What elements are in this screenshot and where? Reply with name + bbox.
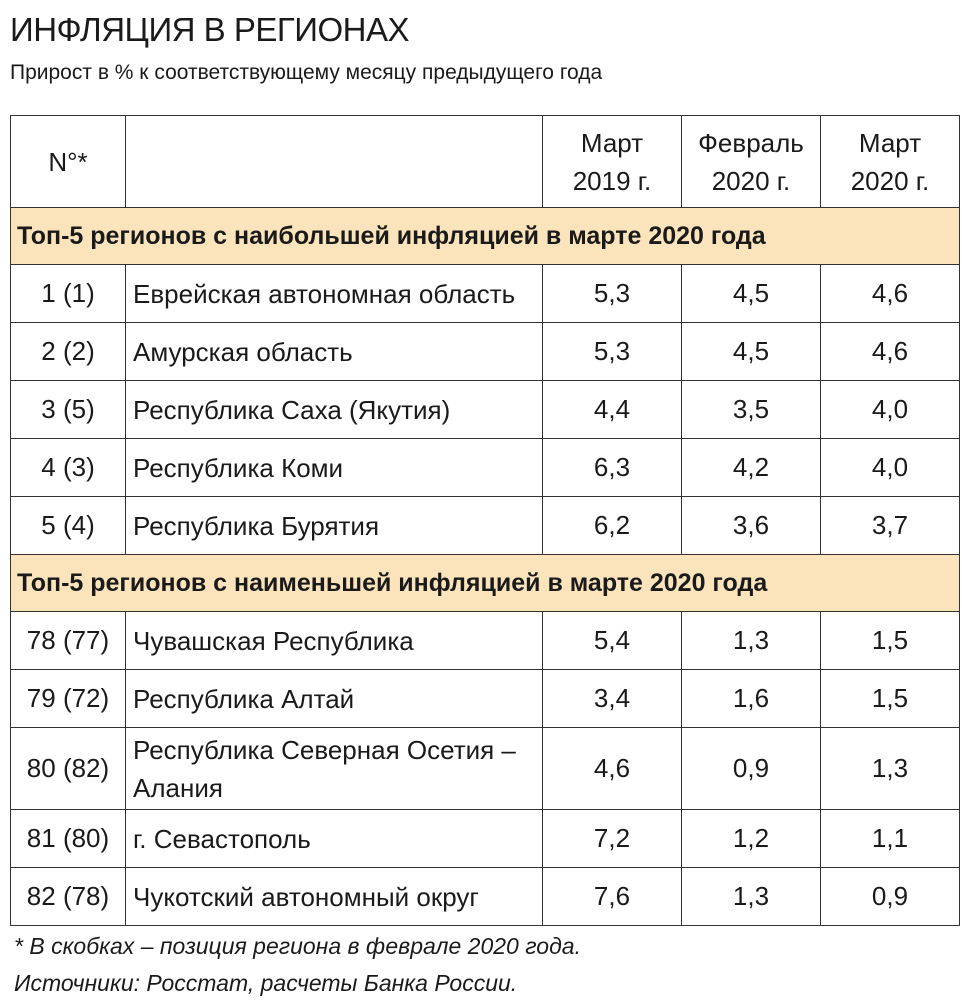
rank-cell: 78 (77) [11, 612, 126, 670]
header-march-2019-line2: 2019 г. [572, 165, 652, 196]
table-row [11, 439, 960, 497]
page-title: ИНФЛЯЦИЯ В РЕГИОНАХ [10, 11, 409, 48]
value-february-2020: 0,9 [682, 728, 821, 810]
value-february-2020: 4,5 [682, 323, 821, 381]
region-cell: Чукотский автономный округ [126, 868, 543, 926]
value-march-2019: 6,2 [543, 497, 682, 555]
header-number: N°* [11, 116, 126, 208]
rank-cell: 80 (82) [11, 728, 126, 810]
region-cell: Республика Коми [126, 439, 543, 497]
header-february-2020-line2: 2020 г. [711, 165, 791, 196]
table-row [11, 868, 960, 926]
value-march-2019: 4,6 [543, 728, 682, 810]
rank-cell: 1 (1) [11, 265, 126, 323]
value-march-2020: 4,6 [821, 323, 960, 381]
value-march-2020: 4,6 [821, 265, 960, 323]
section-row-lowest [11, 555, 960, 612]
header-region [126, 116, 543, 208]
region-cell: Амурская область [126, 323, 543, 381]
value-february-2020: 4,5 [682, 265, 821, 323]
header-march-2020-line1: Март [858, 127, 922, 158]
section-title: Топ-5 регионов с наименьшей инфляцией в марте 2020 года [11, 555, 960, 612]
region-cell: Еврейская автономная область [126, 265, 543, 323]
section-title: Топ-5 регионов с наибольшей инфляцией в марте 2020 года [11, 208, 960, 265]
rank-cell: 79 (72) [11, 670, 126, 728]
region-cell: Республика Алтай [126, 670, 543, 728]
table-row [11, 323, 960, 381]
value-february-2020: 4,2 [682, 439, 821, 497]
rank-cell: 3 (5) [11, 381, 126, 439]
table-row [11, 612, 960, 670]
page-subtitle: Прирост в % к соответствующему месяцу предыдущего года [10, 61, 603, 84]
region-cell: Республика Северная Осетия – Алания [126, 728, 543, 810]
rank-cell: 5 (4) [11, 497, 126, 555]
value-march-2020: 4,0 [821, 381, 960, 439]
header-march-2020-line2: 2020 г. [850, 165, 930, 196]
value-march-2020: 1,5 [821, 670, 960, 728]
table-row [11, 728, 960, 810]
value-march-2019: 4,4 [543, 381, 682, 439]
value-march-2020: 3,7 [821, 497, 960, 555]
value-march-2020: 1,5 [821, 612, 960, 670]
header-march-2019-line1: Март [580, 127, 644, 158]
value-march-2019: 5,3 [543, 265, 682, 323]
value-february-2020: 1,6 [682, 670, 821, 728]
rank-cell: 81 (80) [11, 810, 126, 868]
region-cell: г. Севастополь [126, 810, 543, 868]
rank-cell: 4 (3) [11, 439, 126, 497]
value-march-2020: 4,0 [821, 439, 960, 497]
value-march-2020: 1,3 [821, 728, 960, 810]
value-march-2020: 1,1 [821, 810, 960, 868]
value-march-2019: 7,2 [543, 810, 682, 868]
header-february-2020 [682, 116, 821, 208]
rank-cell: 2 (2) [11, 323, 126, 381]
footnote-note: * В скобках – позиция региона в феврале 2020 года. [14, 933, 581, 959]
value-march-2019: 5,4 [543, 612, 682, 670]
value-february-2020: 3,6 [682, 497, 821, 555]
value-february-2020: 1,2 [682, 810, 821, 868]
region-cell: Республика Саха (Якутия) [126, 381, 543, 439]
header-march-2019 [543, 116, 682, 208]
footnote-source: Источники: Росстат, расчеты Банка России. [14, 970, 518, 996]
value-february-2020: 1,3 [682, 612, 821, 670]
rank-cell: 82 (78) [11, 868, 126, 926]
value-march-2019: 3,4 [543, 670, 682, 728]
region-cell: Республика Бурятия [126, 497, 543, 555]
value-march-2019: 5,3 [543, 323, 682, 381]
value-february-2020: 3,5 [682, 381, 821, 439]
table-row [11, 381, 960, 439]
inflation-table [10, 115, 960, 926]
value-march-2019: 7,6 [543, 868, 682, 926]
header-february-2020-line1: Февраль [698, 127, 804, 158]
value-march-2019: 6,3 [543, 439, 682, 497]
table-row [11, 810, 960, 868]
table-row [11, 670, 960, 728]
table-row [11, 497, 960, 555]
section-row-highest [11, 208, 960, 265]
header-march-2020 [821, 116, 960, 208]
region-cell: Чувашская Республика [126, 612, 543, 670]
value-february-2020: 1,3 [682, 868, 821, 926]
table-row [11, 265, 960, 323]
value-march-2020: 0,9 [821, 868, 960, 926]
table-header-row [11, 116, 960, 208]
